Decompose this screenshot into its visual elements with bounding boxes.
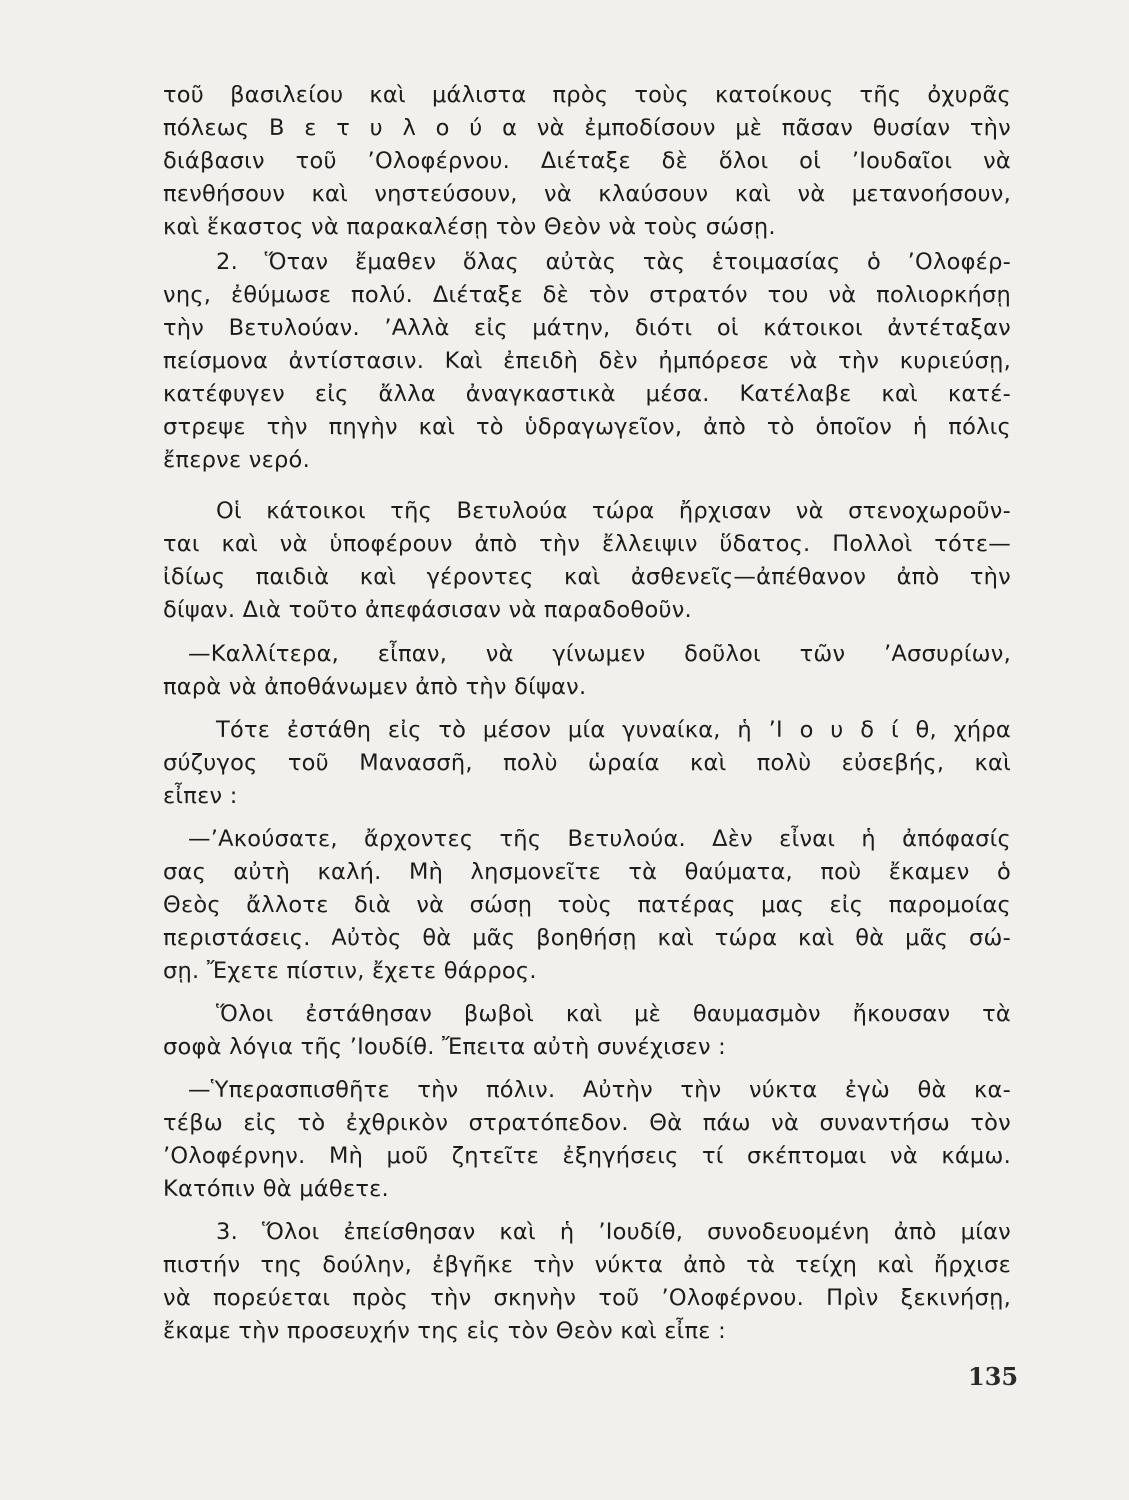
text-line: ἔκαμε τὴν προσευχήν της εἰς τὸν Θεὸν καὶ εἶπε : [163,1318,726,1344]
text-line: Θεὸς ἄλλοτε διὰ νὰ σώσῃ τοὺς πατέρας μας εἰς παρομοίας [163,892,1011,918]
paragraph-start: 3. Ὅλοι ἐπείσθησαν καὶ ἡ ’Ιουδίθ, συνοδευομένη ἀπὸ μίαν [216,1219,1011,1245]
text-line: ται καὶ νὰ ὑποφέρουν ἀπὸ τὴν ἔλλειψιν ὕδατος. Πολλοὶ τότε— [163,531,1011,557]
text-line: δίψαν. Διὰ τοῦτο ἀπεφάσισαν νὰ παραδοθοῦν. [163,597,692,623]
text-line: νης, ἐθύμωσε πολύ. Διέταξε δὲ τὸν στρατόν του νὰ πολιορκήσῃ [163,282,1011,308]
paragraph-start: Οἱ κάτοικοι τῆς Βετυλούα τώρα ἤρχισαν νὰ στενοχωροῦν- [216,498,1011,524]
dialogue-line: —Ὑπερασπισθῆτε τὴν πόλιν. Αὐτὴν τὴν νύκτα ἐγὼ θὰ κα- [188,1077,1011,1103]
dialogue-line: —Καλλίτερα, εἶπαν, νὰ γίνωμεν δοῦλοι τῶν ’Ασσυρίων, [188,641,1011,667]
text-line: τὴν Βετυλούαν. ’Αλλὰ εἰς μάτην, διότι οἱ κάτοικοι ἀντέταξαν [163,315,1011,341]
text-line: Κατόπιν θὰ μάθετε. [163,1176,389,1202]
text-line: στρεψε τὴν πηγὴν καὶ τὸ ὑδραγωγεῖον, ἀπὸ τὸ ὁποῖον ἡ πόλις [163,414,1011,440]
paragraph-start: Τότε ἐστάθη εἰς τὸ μέσον μία γυναίκα, ἡ ’Ι ο υ δ ί θ, χήρα [216,717,1011,743]
text-line: ἰδίως παιδιὰ καὶ γέροντες καὶ ἀσθενεῖς—ἀπέθανον ἀπὸ τὴν [163,564,1011,590]
text-line: σας αὐτὴ καλή. Μὴ λησμονεῖτε τὰ θαύματα, ποὺ ἔκαμεν ὁ [163,859,1011,885]
text-line: σῃ. Ἔχετε πίστιν, ἔχετε θάρρος. [163,958,537,984]
text-line: πόλεως Β ε τ υ λ ο ύ α νὰ ἐμποδίσουν μὲ πᾶσαν θυσίαν τὴν [163,115,1011,141]
text-line: εἶπεν : [163,783,238,809]
text-line: διάβασιν τοῦ ’Ολοφέρνου. Διέταξε δὲ ὅλοι οἱ ’Ιουδαῖοι νὰ [163,148,1011,174]
text-line: πενθήσουν καὶ νηστεύσουν, νὰ κλαύσουν καὶ νὰ μετανοήσουν, [163,181,1011,207]
text-line: σοφὰ λόγια τῆς ’Ιουδίθ. Ἔπειτα αὐτὴ συνέχισεν : [163,1034,726,1060]
text-line: κατέφυγεν εἰς ἄλλα ἀναγκαστικὰ μέσα. Κατέλαβε καὶ κατέ- [163,381,1011,407]
text-line: περιστάσεις. Αὐτὸς θὰ μᾶς βοηθήσῃ καὶ τώρα καὶ θὰ μᾶς σώ- [163,925,1011,951]
paragraph-start: 2. Ὅταν ἔμαθεν ὅλας αὐτὰς τὰς ἑτοιμασίας ὁ ’Ολοφέρ- [216,249,1011,275]
text-line: τοῦ βασιλείου καὶ μάλιστα πρὸς τοὺς κατοίκους τῆς ὀχυρᾶς [163,82,1011,108]
text-line: παρὰ νὰ ἀποθάνωμεν ἀπὸ τὴν δίψαν. [163,674,587,700]
page-number: 135 [968,1362,1019,1391]
dialogue-line: —’Ακούσατε, ἄρχοντες τῆς Βετυλούα. Δὲν εἶναι ἡ ἀπόφασίς [188,826,1011,852]
text-line: καὶ ἕκαστος νὰ παρακαλέσῃ τὸν Θεὸν νὰ τοὺς σώσῃ. [163,214,776,240]
text-line: νὰ πορεύεται πρὸς τὴν σκηνὴν τοῦ ’Ολοφέρνου. Πρὶν ξεκινήσῃ, [163,1285,1011,1311]
text-line: ’Ολοφέρνην. Μὴ μοῦ ζητεῖτε ἐξηγήσεις τί σκέπτομαι νὰ κάμω. [163,1143,1011,1169]
text-line: τέβω εἰς τὸ ἐχθρικὸν στρατόπεδον. Θὰ πάω νὰ συναντήσω τὸν [163,1110,1011,1136]
text-line: πιστήν της δούλην, ἐβγῆκε τὴν νύκτα ἀπὸ τὰ τείχη καὶ ἤρχισε [163,1252,1011,1278]
paragraph-start: Ὅλοι ἐστάθησαν βωβοὶ καὶ μὲ θαυμασμὸν ἤκουσαν τὰ [216,1001,1011,1027]
text-line: σύζυγος τοῦ Μανασσῆ, πολὺ ὡραία καὶ πολὺ εὐσεβής, καὶ [163,750,1011,776]
text-line: πείσμονα ἀντίστασιν. Καὶ ἐπειδὴ δὲν ἠμπόρεσε νὰ τὴν κυριεύσῃ, [163,348,1011,374]
text-line: ἔπερνε νερό. [163,447,310,473]
